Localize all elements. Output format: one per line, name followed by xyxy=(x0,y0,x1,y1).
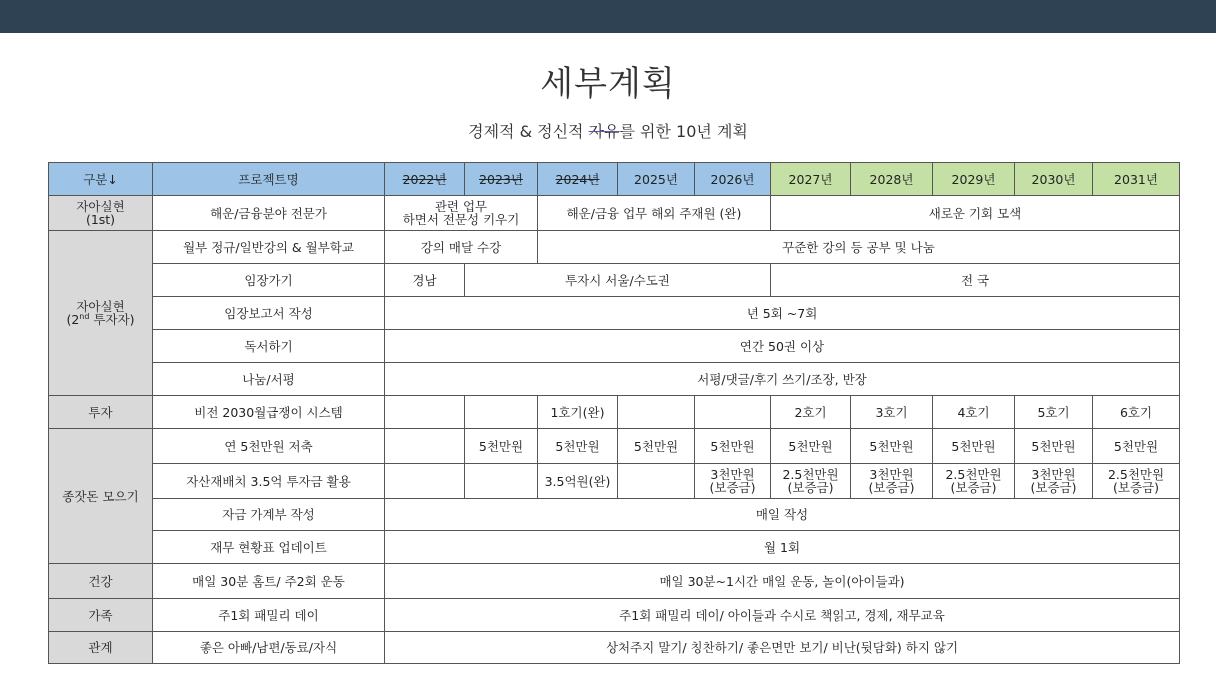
project-cell: 연 5천만원 저축 xyxy=(153,429,385,464)
project-cell: 주1회 패밀리 데이 xyxy=(153,599,385,632)
table-row xyxy=(49,564,1180,599)
plan-cell: 5천만원 xyxy=(538,429,618,464)
plan-cell: 월 1회 xyxy=(385,531,1180,564)
plan-cell: 6호기 xyxy=(1093,396,1180,429)
subtitle-part-1: 경제적 & 정신적 xyxy=(468,122,589,141)
cell-line: 2.5천만원 xyxy=(782,467,839,482)
project-cell: 비전 2030월급쟁이 시스템 xyxy=(153,396,385,429)
category-line: 자아실현 xyxy=(76,199,125,214)
plan-cell: 5천만원 xyxy=(771,429,851,464)
category-cell: 건강 xyxy=(49,564,153,599)
header-year-2025: 2025년 xyxy=(618,163,695,196)
table-row xyxy=(49,264,1180,297)
cell-line: 3천만원 xyxy=(869,467,914,482)
table-row xyxy=(49,231,1180,264)
header-project: 프로젝트명 xyxy=(153,163,385,196)
plan-cell: 매일 30분~1시간 매일 운동, 놀이(아이들과) xyxy=(385,564,1180,599)
category-part: 투자자) xyxy=(89,312,135,327)
year-label: 2023년 xyxy=(479,171,523,187)
header-row xyxy=(49,163,1180,196)
plan-cell xyxy=(385,429,465,464)
year-label: 2024년 xyxy=(555,171,600,187)
table-row xyxy=(49,196,1180,231)
page-subtitle xyxy=(0,119,1216,142)
subtitle-struck-word: 자유 xyxy=(588,122,620,141)
plan-cell: 상처주지 말기/ 칭찬하기/ 좋은면만 보기/ 비난(뒷담화) 하지 않기 xyxy=(385,632,1180,664)
table-row xyxy=(49,297,1180,330)
cell-line: (보증금) xyxy=(787,480,834,495)
project-cell: 임장가기 xyxy=(153,264,385,297)
subtitle-part-2: 를 위한 10년 계획 xyxy=(619,122,748,141)
plan-cell: 5천만원 xyxy=(933,429,1015,464)
project-cell: 해운/금융분야 전문가 xyxy=(153,196,385,231)
plan-cell xyxy=(385,196,538,231)
plan-cell: 투자시 서울/수도권 xyxy=(465,264,771,297)
plan-cell: 5호기 xyxy=(1015,396,1093,429)
header-year-2023 xyxy=(465,163,538,196)
table-row xyxy=(49,429,1180,464)
table-row xyxy=(49,396,1180,429)
header-year-2028: 2028년 xyxy=(851,163,933,196)
category-line: 자아실현 xyxy=(76,299,125,314)
plan-cell xyxy=(851,464,933,499)
category-cell: 가족 xyxy=(49,599,153,632)
project-cell: 나눔/서평 xyxy=(153,363,385,396)
table-row xyxy=(49,330,1180,363)
category-line: (1st) xyxy=(85,212,116,227)
table-row xyxy=(49,363,1180,396)
cell-line: 관련 업무 xyxy=(434,199,488,214)
plan-cell: 5천만원 xyxy=(618,429,695,464)
header-year-2031: 2031년 xyxy=(1093,163,1180,196)
cell-line: 3천만원 xyxy=(1031,467,1076,482)
plan-cell xyxy=(933,464,1015,499)
category-cell xyxy=(49,231,153,396)
plan-cell: 5천만원 xyxy=(695,429,771,464)
plan-cell: 4호기 xyxy=(933,396,1015,429)
project-cell: 매일 30분 홈트/ 주2회 운동 xyxy=(153,564,385,599)
plan-cell: 강의 매달 수강 xyxy=(385,231,538,264)
plan-cell: 꾸준한 강의 등 공부 및 나눔 xyxy=(538,231,1180,264)
top-banner xyxy=(0,0,1216,33)
cell-line: 3천만원 xyxy=(710,467,755,482)
cell-line: (보증금) xyxy=(868,480,915,495)
cell-line: 2.5천만원 xyxy=(1107,467,1165,482)
project-cell: 자산재배치 3.5억 투자금 활용 xyxy=(153,464,385,499)
table-row xyxy=(49,531,1180,564)
plan-cell: 5천만원 xyxy=(851,429,933,464)
cell-line: (보증금) xyxy=(709,480,756,495)
plan-cell: 년 5회 ~7회 xyxy=(385,297,1180,330)
table-row xyxy=(49,599,1180,632)
category-part: (2 xyxy=(66,312,80,327)
plan-cell: 1호기(완) xyxy=(538,396,618,429)
plan-cell: 5천만원 xyxy=(465,429,538,464)
plan-cell: 연간 50권 이상 xyxy=(385,330,1180,363)
plan-cell xyxy=(695,396,771,429)
plan-cell xyxy=(618,396,695,429)
cell-line: (보증금) xyxy=(950,480,997,495)
plan-table xyxy=(48,162,1180,664)
cell-line: (보증금) xyxy=(1030,480,1077,495)
year-label: 2022년 xyxy=(402,171,447,187)
table-row xyxy=(49,499,1180,531)
plan-cell: 전 국 xyxy=(771,264,1180,297)
category-cell: 종잣돈 모으기 xyxy=(49,429,153,564)
category-line xyxy=(66,312,134,327)
plan-cell: 5천만원 xyxy=(1015,429,1093,464)
cell-line: 하면서 전문성 키우기 xyxy=(402,212,520,227)
plan-cell: 3.5억원(완) xyxy=(538,464,618,499)
header-year-2026: 2026년 xyxy=(695,163,771,196)
header-category: 구분↓ xyxy=(49,163,153,196)
plan-cell: 5천만원 xyxy=(1093,429,1180,464)
category-cell xyxy=(49,196,153,231)
plan-cell: 2호기 xyxy=(771,396,851,429)
page-title: 세부계획 xyxy=(540,64,676,104)
table-row xyxy=(49,632,1180,664)
project-cell: 임장보고서 작성 xyxy=(153,297,385,330)
project-cell: 자금 가계부 작성 xyxy=(153,499,385,531)
plan-cell: 새로운 기회 모색 xyxy=(771,196,1180,231)
category-superscript: nd xyxy=(79,311,90,321)
project-cell: 재무 현황표 업데이트 xyxy=(153,531,385,564)
plan-cell: 주1회 패밀리 데이/ 아이들과 수시로 책읽고, 경제, 재무교육 xyxy=(385,599,1180,632)
plan-cell: 해운/금융 업무 해외 주재원 (완) xyxy=(538,196,771,231)
project-cell: 독서하기 xyxy=(153,330,385,363)
category-cell: 관계 xyxy=(49,632,153,664)
project-cell: 좋은 아빠/남편/동료/자식 xyxy=(153,632,385,664)
plan-cell xyxy=(618,464,695,499)
plan-cell xyxy=(465,464,538,499)
plan-cell: 경남 xyxy=(385,264,465,297)
category-cell: 투자 xyxy=(49,396,153,429)
plan-cell xyxy=(1015,464,1093,499)
cell-line: (보증금) xyxy=(1113,480,1159,495)
plan-cell: 서평/댓글/후기 쓰기/조장, 반장 xyxy=(385,363,1180,396)
plan-cell: 매일 작성 xyxy=(385,499,1180,531)
plan-cell xyxy=(385,464,465,499)
header-year-2024 xyxy=(538,163,618,196)
plan-cell: 3호기 xyxy=(851,396,933,429)
project-cell: 월부 정규/일반강의 & 월부학교 xyxy=(153,231,385,264)
header-year-2029: 2029년 xyxy=(933,163,1015,196)
header-year-2022 xyxy=(385,163,465,196)
table-row xyxy=(49,464,1180,499)
cell-line: 2.5천만원 xyxy=(945,467,1002,482)
header-year-2027: 2027년 xyxy=(771,163,851,196)
plan-cell xyxy=(771,464,851,499)
header-year-2030: 2030년 xyxy=(1015,163,1093,196)
plan-cell xyxy=(1093,464,1180,499)
plan-cell xyxy=(465,396,538,429)
plan-cell xyxy=(695,464,771,499)
plan-cell xyxy=(385,396,465,429)
